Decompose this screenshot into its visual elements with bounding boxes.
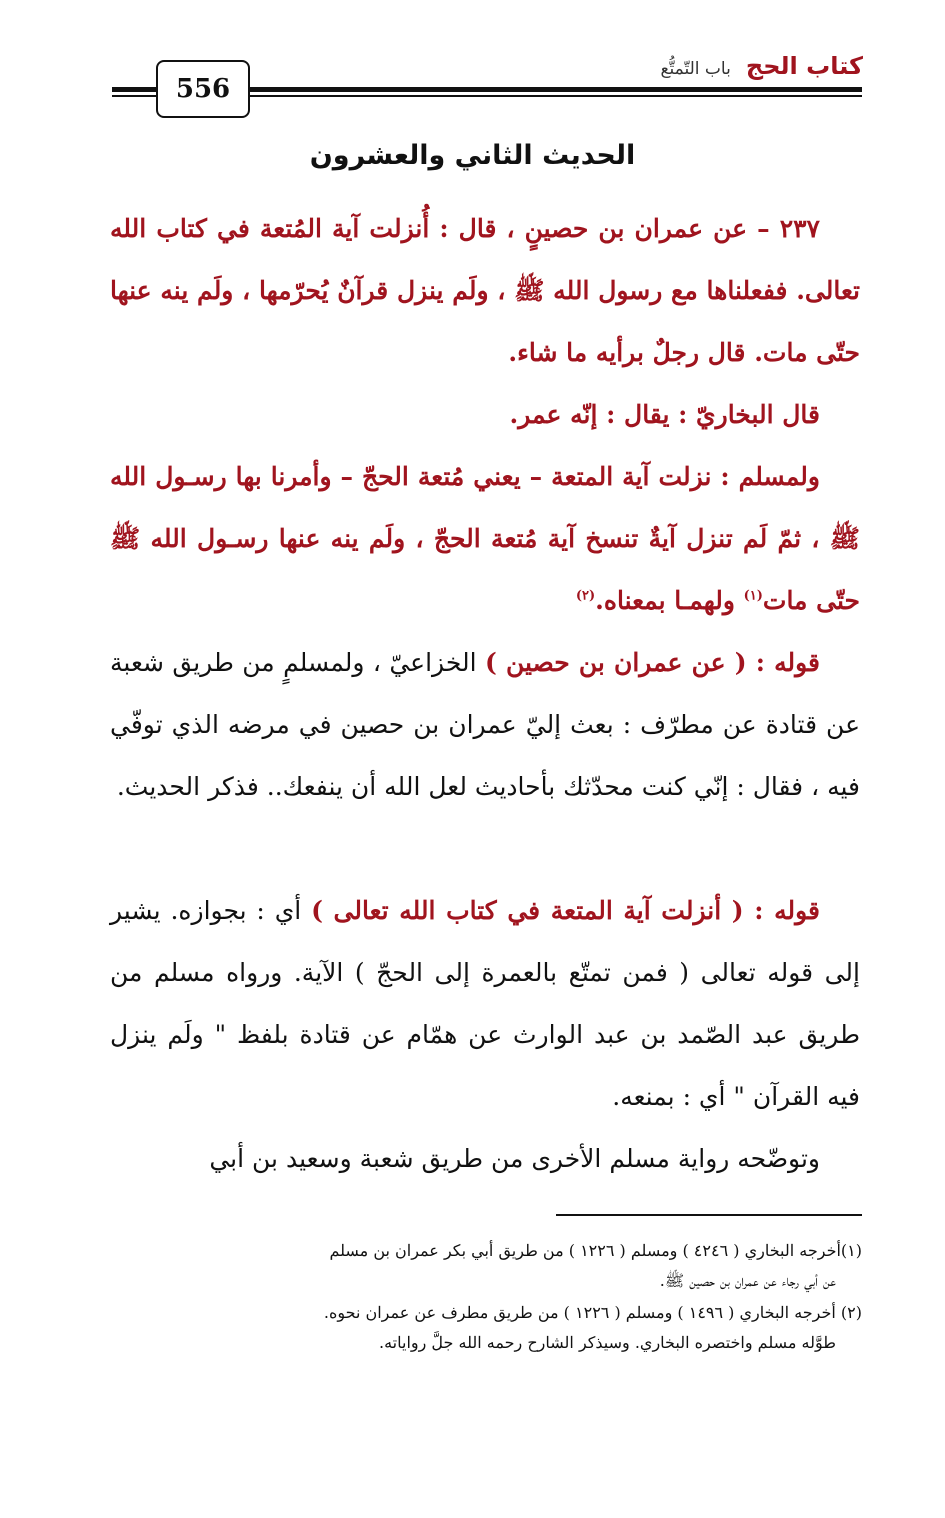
commentary-paragraph-1 bbox=[110, 632, 860, 818]
muslim-narration-text: ولمسلم : نزلت آية المتعة – يعني مُتعة الحجّ – وأمرنا بها رسـول الله ﷺ ، ثمّ لَم تنزل آيةٌ تنسخ آية مُتعة الحجّ ، ولَم ينه عنها رسـول الله ﷺ حتّى مات bbox=[110, 462, 860, 615]
footnote-2 bbox=[110, 1298, 862, 1358]
commentary-text-2: أي : بجوازه. يشير إلى قوله تعالى ( فمن تمتّع بالعمرة إلى الحجّ ) الآية. ورواه مسلم من طريق عبد الصّمد بن عبد الوارث عن همّام عن قتادة بلفظ " ولَم ينزل فيه القرآن " أي : بمنعه. bbox=[110, 896, 860, 1111]
muslim-narration bbox=[110, 446, 860, 632]
page-number: 556 bbox=[175, 74, 231, 104]
commentary-paragraph-2 bbox=[110, 880, 860, 1128]
commentary-text-1: الخزاعيّ ، ولمسلمٍ من طريق شعبة عن قتادة عن مطرّف : بعث إليّ عمران بن حصين في مرضه الذي توفّي فيه ، فقال : إنّي كنت محدّثك بأحاديث لعل الله أن ينفعك.. فذكر الحديث. bbox=[110, 648, 860, 801]
footnote-1-line-1: (١)أخرجه البخاري ( ٤٢٤٦ ) ومسلم ( ١٢٢٦ ) من طريق أبي بكر عمران بن مسلم bbox=[329, 1241, 862, 1260]
footnote-ref-1: (١) bbox=[743, 588, 763, 604]
running-header bbox=[660, 52, 863, 80]
footnote-1 bbox=[110, 1236, 862, 1296]
hadith-paragraph: ٢٣٧ – عن عمران بن حصينٍ ، قال : أُنزلت آية المُتعة في كتاب الله تعالى. ففعلناها مع رسول الله ﷺ ، ولَم ينزل قرآنٌ يُحرّمها ، ولَم ينه عنها حتّى مات. قال رجلٌ برأيه ما شاء. bbox=[110, 214, 860, 367]
commentary-label-2: قوله : ( أنزلت آية المتعة في كتاب الله تعالى ) bbox=[311, 896, 820, 925]
muslim-narration-tail: ولهمـا بمعناه. bbox=[595, 586, 744, 615]
chapter-title: باب التّمتُّع bbox=[660, 59, 731, 79]
page-number-box bbox=[156, 60, 250, 118]
commentary-label-1: قوله : ( عن عمران بن حصين ) bbox=[484, 648, 820, 677]
footnote-separator bbox=[556, 1214, 862, 1216]
commentary-paragraph-3: وتوضّحه رواية مسلم الأخرى من طريق شعبة وسعيد بن أبي bbox=[209, 1144, 820, 1173]
section-heading: الحديث الثاني والعشرون bbox=[309, 140, 636, 171]
footnote-1-line-2: عن أبي رجاء عن عمران بن حصين ﷺ. bbox=[659, 1271, 836, 1290]
footnote-ref-2: (٢) bbox=[575, 588, 596, 604]
footnote-2-line-2: طوَّله مسلم واختصره البخاري. وسيذكر الشارح رحمه الله جلَّ رواياته. bbox=[379, 1333, 836, 1352]
footnote-2-line-1: (٢) أخرجه البخاري ( ١٤٩٦ ) ومسلم ( ١٢٢٦ ) من طريق مطرف عن عمران نحوه. bbox=[323, 1303, 862, 1322]
bukhari-note: قال البخاريّ : يقال : إنّه عمر. bbox=[509, 400, 820, 429]
book-title: كتاب الحج bbox=[745, 52, 863, 80]
